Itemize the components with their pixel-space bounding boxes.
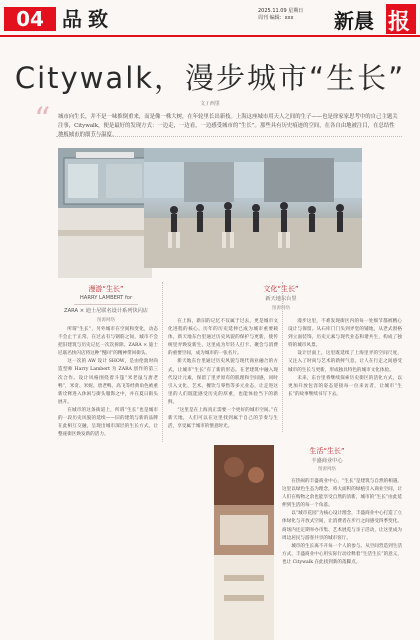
caption-3-sub1: 丰盛商业中心 xyxy=(311,458,343,464)
section-name: 品致 xyxy=(62,7,114,31)
zara-storefront-photo xyxy=(58,148,152,278)
section-number: 04 xyxy=(4,7,56,31)
caption-1-rule xyxy=(74,304,138,305)
svg-text:报: 报 xyxy=(388,10,411,35)
article-title: Citywalk，漫步城市“生长” xyxy=(14,61,406,95)
paragraph: 在热闹的丰盛商业中心，“生长”是建筑与自然的相遇。这里以绿色生态为理念，将大面积的绿植引入商业空间，让人们在购物之余也能享受自然的清新，城市的“生长”由此延伸到生活的每一个角落。 xyxy=(282,479,402,509)
paragraph: 漫步这里，不难发现街区内的每一处细节都被精心设计与保留。从石库门门头到弄堂的铺地，从老式窗格到立面装饰，历史元素与现代业态和谐共生，构成了独特的城市风景。 xyxy=(288,319,402,349)
issue-editor: 周刊 编辑：xxx xyxy=(258,15,294,21)
article-lead: 城市向生长，并不是一味推倒重来，而是像一株大树，在年轮里长出新枝。上海这座城市用天人之间的生子——也是徐家家思考中的自己主题关注事，Citywalk，便是最好的发现方式：一边走，一边看，一边感受城市的“生长”。那些具有历史痕迹的空间，在各自由地被注目，在总结性地板城市的细节与温度。 xyxy=(58,114,398,138)
paragraph: 以“城市花园”为核心设计理念，丰盛商业中心打造了立体绿化与开放式空间，让消费者在步行之间感受四季变化。商场内还定期举办市集、艺术展览与亲子活动，让这里成为周边居民与游客共享的城市客厅。 xyxy=(282,511,402,541)
paragraph: 在城市的这条街道上，所谓“生长”也是城市的一段历史风貌的延续——旧的建筑与新的品牌在此相互交融，呈现出城市深层的生长方式，让整座街区焕发新的活力。 xyxy=(58,407,158,438)
article-column-bottom xyxy=(282,478,402,636)
page-header xyxy=(0,0,420,44)
logo-mark-icon xyxy=(332,2,418,38)
column-divider-1 xyxy=(162,282,163,442)
cafe-interior-photo xyxy=(214,445,274,640)
issue-info xyxy=(258,8,338,22)
article-column-right xyxy=(288,318,402,436)
caption-2-sub1: 新天地东台里 xyxy=(265,296,297,302)
caption-1-title: 漫游“生长” xyxy=(88,285,124,293)
lead-divider xyxy=(56,136,402,137)
quote-mark-icon: “ xyxy=(34,100,51,138)
caption-3-source: 图源网络 xyxy=(318,467,336,472)
caption-2-title: 文化“生长” xyxy=(263,285,299,293)
paragraph: 城市的生长离不开每一个人的参与。从空间营造到生活方式，丰盛商业中心用实际行动诠释着“生活生长”的意义，也让 Citywalk 在此找到新的落脚点。 xyxy=(282,543,402,565)
article-column-left xyxy=(58,326,158,626)
paragraph: 未来，东台里将继续探索历史街区的活化方式，以更加开放包容的姿态迎接每一位来访者，让城市“生长”的故事继续书写下去。 xyxy=(288,375,402,397)
header-rule xyxy=(0,35,420,37)
newspaper-logo xyxy=(332,2,418,38)
paragraph: 新天地东台里通过历史风貌与现代商业融合的方式，让城市“生长”有了新的形态。在老建筑中融入现代设计元素，保留了里弄原有的肌理和空间感，同时引入文化、艺术、餐饮与零售等多元业态，让走进这里的人们既能感受历史的厚重，也能体验当下的新鲜。 xyxy=(168,359,278,405)
paragraph: 所谓“生长”，另外城市在空间和变化，动态不会止于正常。在过去有与钢筋之间，城市不会把旧建筑与历史记忆一次次拆除。ZARA × 迪士尼联名快闪店将这种“慢回”的精神带回街头。 xyxy=(58,327,158,357)
paragraph: 设计层面上，这里既延续了上海里弄的空间尺度，又注入了时尚与艺术的新鲜气息，让人在行走之间感受城市的生长与更新，形成独具特色的城市文化体验。 xyxy=(288,351,402,373)
caption-1-source: 图源网络 xyxy=(97,318,115,323)
article-column-middle xyxy=(168,318,278,448)
caption-2-source: 图源网络 xyxy=(272,306,290,311)
paragraph: 这一次的 AW 设计 SHOW，是由伦敦时尚造型师 Harry Lambert 为 ZARA 创作的第三次合作。设计风格围绕着斗篷“米老鼠与唐老鸭”，米奇、米妮、唐老鸭、高飞等经典角色被重新诠释进入休闲与街头服饰之中，并在夏日街头展开。 xyxy=(58,359,158,405)
svg-text:新晨: 新晨 xyxy=(334,9,374,33)
caption-3-title: 生活“生长” xyxy=(309,447,345,455)
issue-date: 2025.11.09 星期日 xyxy=(258,8,304,14)
article-byline: 文 / 西里 xyxy=(200,101,220,107)
caption-1-sub2: ZARA × 迪士尼联名设计系列快闪店 xyxy=(64,308,148,314)
paragraph: 在上海，新旧的记忆不仅属于过去，更是城市文化进程的核心。历年的历史延伸已成为城市重要载体，新天地东台里通过历史风貌的保护与更新，使传统里弄焕发新生，这里成为年轻人打卡、聚会与消费的重要空间，成为城市的一张名片。 xyxy=(168,319,278,357)
caption-1-sub1: HARRY LAMBERT for xyxy=(79,295,133,301)
paragraph: “这里是在上海真正需要一个更好的城市空间。”在新天地，人们可以在这里找到属于自己的节奏与生活，享受属于城市的惬意时光。 xyxy=(168,408,278,430)
column-divider-2 xyxy=(282,282,283,432)
dance-crowd-photo xyxy=(144,148,362,268)
